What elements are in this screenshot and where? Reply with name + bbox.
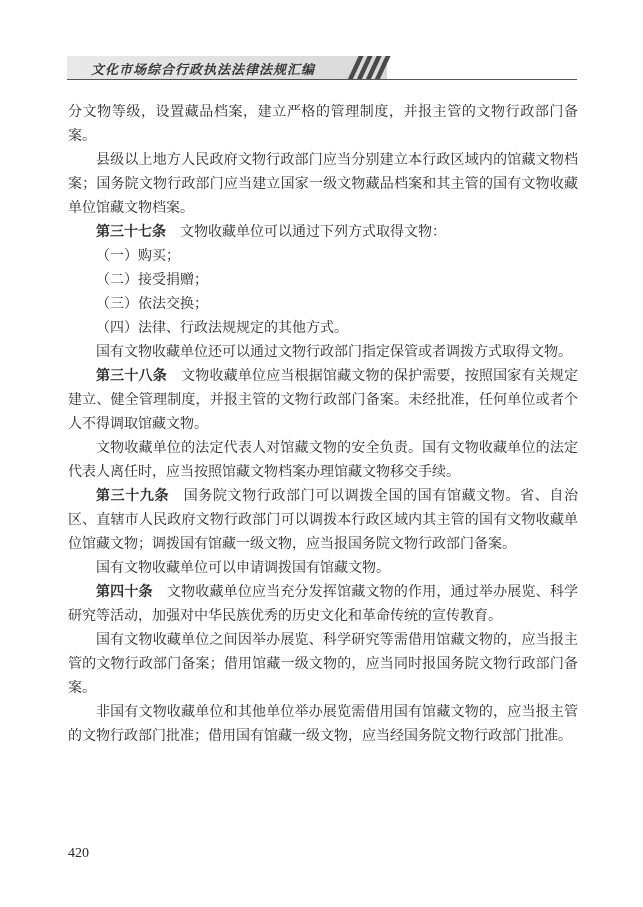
paragraph <box>68 700 578 748</box>
header-title: 文化市场综合行政执法法律法规汇编 <box>91 63 316 78</box>
article-number: 第三十九条 <box>96 488 170 504</box>
article-paragraph <box>68 364 578 436</box>
paragraph-text: 文物收藏单位应当根据馆藏文物的保护需要，按照国家有关规定建立、健全管理制度，并报主管的文物行政部门备案。未经批准，任何单位或者个人不得调取馆藏文物。 <box>68 368 579 432</box>
article-paragraph <box>68 484 578 556</box>
paragraph-text: 国有文物收藏单位可以申请调拨国有馆藏文物。 <box>96 560 390 576</box>
paragraph-text: 国有文物收藏单位还可以通过文物行政部门指定保管或者调拨方式取得文物。 <box>96 344 572 360</box>
paragraph-text: （二）接受捐赠； <box>96 272 208 288</box>
running-header <box>67 56 577 80</box>
paragraph <box>68 100 578 148</box>
header-stripes-decoration <box>349 56 399 80</box>
article-number: 第三十七条 <box>96 224 166 240</box>
paragraph <box>68 268 578 292</box>
paragraph-text: 文物收藏单位的法定代表人对馆藏文物的安全负责。国有文物收藏单位的法定代表人离任时，应当按照馆藏文物档案办理馆藏文物移交手续。 <box>68 440 578 480</box>
page-number: 420 <box>68 846 89 861</box>
paragraph <box>68 340 578 364</box>
paragraph-text: （三）依法交换； <box>96 296 208 312</box>
paragraph <box>68 556 578 580</box>
header-rule <box>67 79 577 80</box>
paragraph-text: （四）法律、行政法规规定的其他方式。 <box>96 320 348 336</box>
paragraph <box>68 148 578 220</box>
paragraph-text: 县级以上地方人民政府文物行政部门应当分别建立本行政区域内的馆藏文物档案；国务院文物行政部门应当建立国家一级文物藏品档案和其主管的国有文物收藏单位馆藏文物档案。 <box>68 152 578 216</box>
article-number: 第四十条 <box>96 584 153 600</box>
paragraph <box>68 244 578 268</box>
paragraph-text: 文物收藏单位可以通过下列方式取得文物： <box>166 224 446 240</box>
article-paragraph <box>68 580 578 628</box>
page-body <box>68 100 578 748</box>
article-paragraph <box>68 220 578 244</box>
paragraph <box>68 628 578 700</box>
paragraph-text: 非国有文物收藏单位和其他单位举办展览需借用国有馆藏文物的，应当报主管的文物行政部门批准；借用国有馆藏一级文物，应当经国务院文物行政部门批准。 <box>68 704 578 744</box>
paragraph-text: 文物收藏单位应当充分发挥馆藏文物的作用，通过举办展览、科学研究等活动，加强对中华民族优秀的历史文化和革命传统的宣传教育。 <box>68 584 579 624</box>
paragraph <box>68 316 578 340</box>
paragraph <box>68 292 578 316</box>
paragraph-text: （一）购买； <box>96 248 180 264</box>
paragraph-text: 分文物等级，设置藏品档案，建立严格的管理制度，并报主管的文物行政部门备案。 <box>68 104 578 144</box>
article-number: 第三十八条 <box>96 368 167 384</box>
paragraph-text: 国务院文物行政部门可以调拨全国的国有馆藏文物。省、自治区、直辖市人民政府文物行政部门可以调拨本行政区域内其主管的国有文物收藏单位馆藏文物；调拨国有馆藏一级文物，应当报国务院文物行政部门备案。 <box>68 488 578 552</box>
paragraph-text: 国有文物收藏单位之间因举办展览、科学研究等需借用馆藏文物的，应当报主管的文物行政部门备案；借用馆藏一级文物的，应当同时报国务院文物行政部门备案。 <box>68 632 578 696</box>
paragraph <box>68 436 578 484</box>
